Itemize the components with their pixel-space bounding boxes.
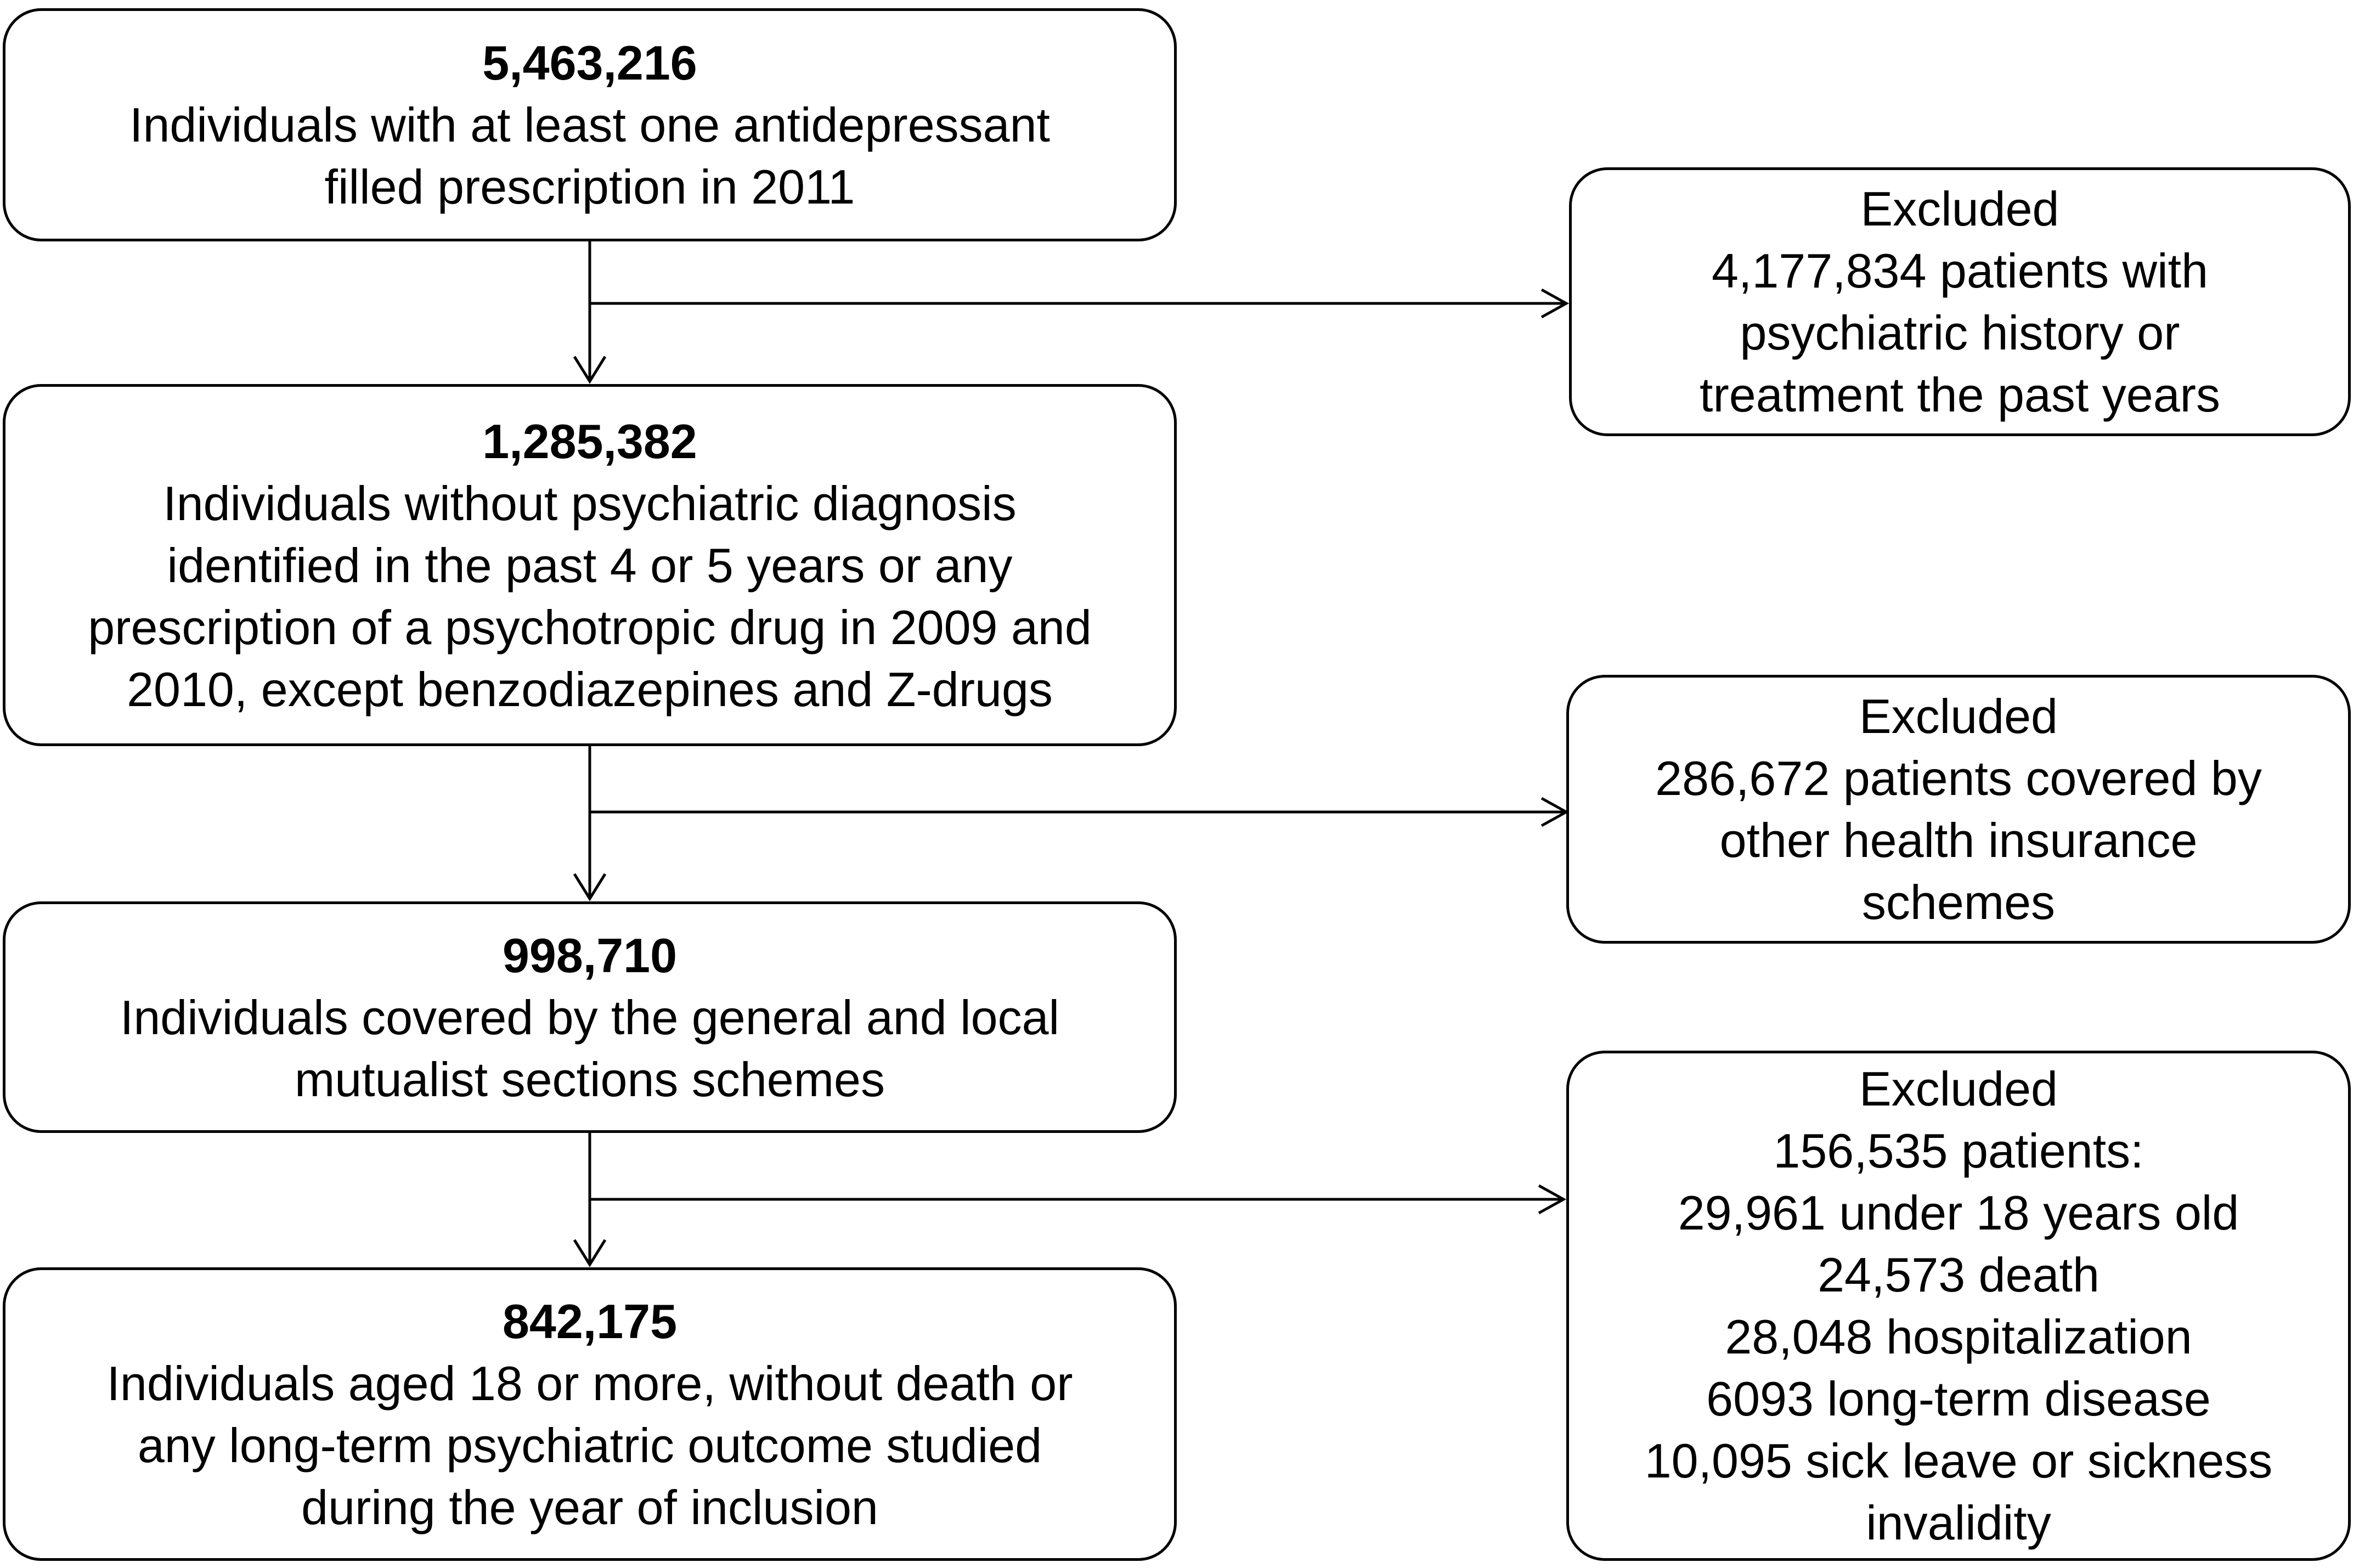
- exclusion-text: 29,961 under 18 years old: [1678, 1186, 2239, 1240]
- exclusion-box-2: [1566, 675, 2351, 944]
- flow-box-text: filled prescription in 2011: [324, 160, 855, 214]
- flow-box-text: Individuals covered by the general and local: [120, 990, 1060, 1045]
- flow-box-text: Individuals aged 18 or more, without death or: [106, 1356, 1073, 1411]
- flow-box-count: 5,463,216: [482, 36, 697, 90]
- flow-box-text: any long-term psychiatric outcome studied: [137, 1418, 1042, 1473]
- exclusion-text: other health insurance: [1719, 813, 2198, 867]
- exclusion-text: treatment the past years: [1700, 368, 2220, 422]
- flow-box-count: 998,710: [502, 928, 678, 983]
- exclusion-text: 10,095 sick leave or sickness: [1644, 1434, 2273, 1488]
- exclusion-box-1: [1569, 167, 2351, 436]
- exclusion-text: 156,535 patients:: [1773, 1124, 2144, 1178]
- exclusion-text: psychiatric history or: [1740, 306, 2180, 360]
- exclusion-text: 6093 long-term disease: [1706, 1372, 2211, 1426]
- exclusion-text: 4,177,834 patients with: [1711, 244, 2209, 298]
- flow-box-text: Individuals without psychiatric diagnosis: [163, 476, 1017, 531]
- flow-box-text: prescription of a psychotropic drug in 2009 and: [88, 600, 1092, 655]
- flow-box-3: [3, 901, 1177, 1133]
- flow-box-text: Individuals with at least one antidepressant: [129, 98, 1050, 152]
- exclusion-box-3: [1566, 1051, 2351, 1561]
- exclusion-text: 24,573 death: [1818, 1248, 2100, 1302]
- flow-box-count: 1,285,382: [482, 414, 697, 469]
- flow-box-1: [3, 8, 1177, 241]
- flow-box-text: 2010, except benzodiazepines and Z-drugs: [127, 662, 1053, 717]
- exclusion-heading: Excluded: [1859, 689, 2058, 743]
- exclusion-text: 28,048 hospitalization: [1725, 1310, 2192, 1364]
- flow-box-count: 842,175: [502, 1294, 678, 1349]
- exclusion-text: 286,672 patients covered by: [1655, 751, 2262, 805]
- flow-box-4: [3, 1267, 1177, 1561]
- flow-box-text: mutualist sections schemes: [295, 1052, 885, 1107]
- exclusion-heading: Excluded: [1859, 1062, 2058, 1116]
- exclusion-text: invalidity: [1866, 1496, 2051, 1550]
- exclusion-heading: Excluded: [1860, 182, 2059, 236]
- flow-box-text: identified in the past 4 or 5 years or any: [167, 538, 1013, 593]
- flow-box-2: [3, 384, 1177, 746]
- exclusion-text: schemes: [1861, 875, 2056, 929]
- flow-box-text: during the year of inclusion: [301, 1480, 878, 1535]
